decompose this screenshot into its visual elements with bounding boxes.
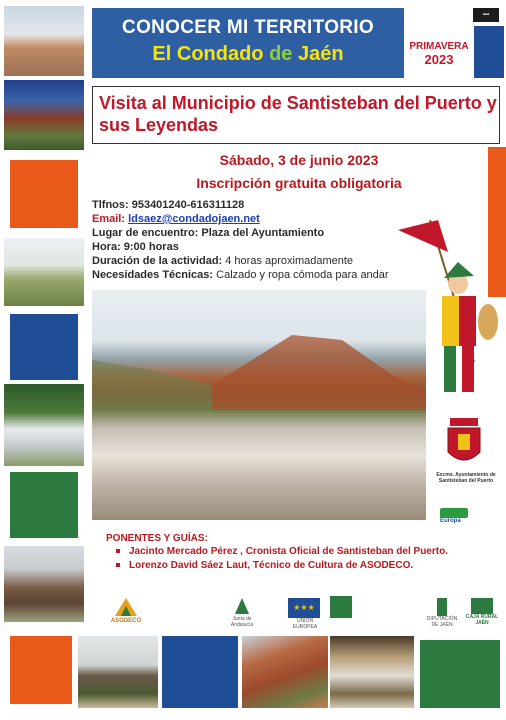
- photo-collage: [330, 636, 414, 708]
- program-title: CONOCER MI TERRITORIO: [122, 17, 374, 38]
- leader-logo: [330, 596, 354, 618]
- start-time: Hora: 9:00 horas: [92, 241, 179, 253]
- tile-blue-top: [474, 26, 504, 78]
- program-header: [92, 8, 404, 78]
- tile-green-bottom: [420, 640, 500, 708]
- bullet-icon: [116, 549, 120, 553]
- email-link[interactable]: ldsaez@condadojaen.net: [128, 213, 260, 225]
- phones: Tlfnos: 953401240-616311128: [92, 199, 245, 211]
- email-line: Email: ldsaez@condadojaen.net: [92, 213, 260, 225]
- photo-santisteban: [92, 290, 426, 520]
- speaker-1: Jacinto Mercado Pérez , Cronista Oficial de Santisteban del Puerto.: [116, 546, 448, 557]
- tile-blue-1: [10, 314, 78, 380]
- tile-blue-bottom: [162, 636, 238, 708]
- caja-rural-logo: CAJA RURAL JAÉN: [462, 598, 502, 626]
- bullet-icon: [116, 563, 120, 567]
- asodeco-logo: ASODECO: [96, 598, 156, 624]
- meeting-place: Lugar de encuentro: Plaza del Ayuntamiento: [92, 227, 325, 239]
- duration: Duración de la actividad: 4 horas aproximadamente: [92, 255, 354, 267]
- municipal-crest: [446, 418, 482, 468]
- top-right-logo: ▪▪▪: [473, 8, 499, 22]
- photo-red-terraces: [242, 636, 328, 708]
- photo-tree-path: [78, 636, 158, 708]
- technical-needs: Necesidades Técnicas: Calzado y ropa cómoda para andar: [92, 269, 389, 281]
- photo-village-top: [4, 6, 84, 76]
- speakers-heading: PONENTES Y GUÍAS:: [106, 533, 208, 544]
- speaker-2: Lorenzo David Sáez Laut, Técnico de Cultura de ASODECO.: [116, 560, 413, 571]
- photo-canyon: [4, 80, 84, 150]
- photo-white-wall: [4, 384, 84, 466]
- tile-orange-bottom: [10, 636, 72, 704]
- registration-note: Inscripción gratuita obligatoria: [196, 175, 402, 191]
- junta-logo: Junta de Andalucía: [222, 598, 262, 628]
- photo-hills: [4, 238, 84, 306]
- photo-ruins: [4, 546, 84, 622]
- tile-orange-1: [10, 160, 78, 228]
- eu-flag-logo: ★★★ UNIÓN EUROPEA: [288, 598, 322, 630]
- hill-silhouette: [92, 290, 426, 520]
- europa-logo: Europa: [440, 508, 502, 532]
- diputacion-logo: DIPUTACIÓN DE JAÉN: [424, 598, 460, 628]
- jester-illustration: [378, 212, 500, 408]
- crest-caption: Excmo. Ayuntamiento de Santisteban del Puerto: [436, 472, 496, 484]
- event-date: Sábado, 3 de junio 2023: [219, 152, 379, 168]
- program-subtitle: El Condado de Jaén: [152, 43, 344, 65]
- visit-title: Visita al Municipio de Santisteban del Puerto y sus Leyendas: [92, 86, 500, 144]
- season-badge: PRIMAVERA 2023: [409, 41, 469, 67]
- tile-green-1: [10, 472, 78, 538]
